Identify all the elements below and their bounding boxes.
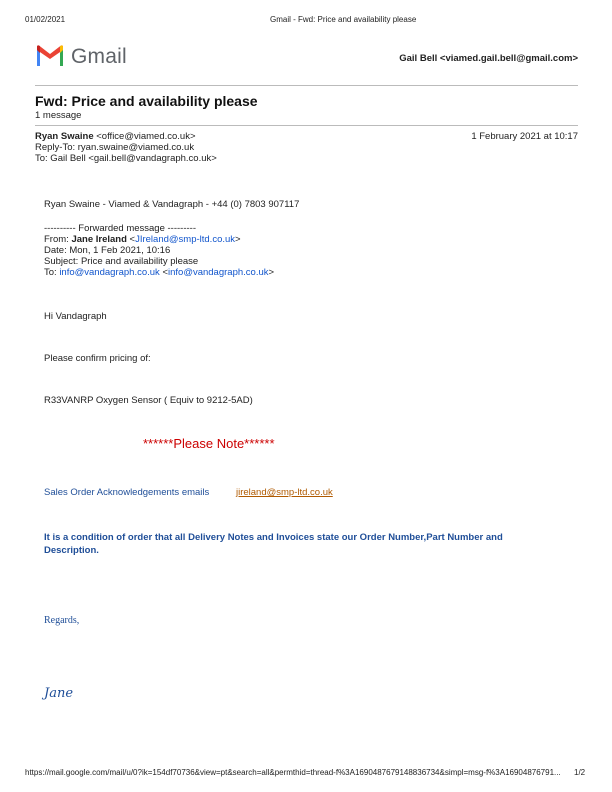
message-count: 1 message [35,110,82,121]
bracket-close: > [268,267,275,278]
print-url: https://mail.google.com/mail/u/0?ik=154df70736&view=pt&search=all&permthid=thread-f%3A1690487679148836734&simpl=msg-f%3A16904876791... [25,768,561,777]
reply-to: Reply-To: ryan.swaine@viamed.co.uk [35,142,195,153]
print-title: Gmail - Fwd: Price and availability please [270,15,417,24]
subject-divider [35,125,578,126]
message-to: To: Gail Bell <gail.bell@vandagraph.co.uk> [35,153,217,164]
please-note: ******Please Note****** [143,436,275,451]
bracket-open: < [159,267,168,278]
from-email: <office@viamed.co.uk> [96,131,196,142]
header-divider [35,85,578,86]
account-label: Gail Bell <viamed.gail.bell@gmail.com> [399,53,578,64]
bracket-close: > [235,234,241,245]
part-line: R33VANRP Oxygen Sensor ( Equiv to 9212-5AD) [44,395,253,406]
signature: Jane [44,686,74,701]
forward-marker: ---------- Forwarded message --------- [44,223,196,234]
regards: Regards, [44,615,80,626]
request-line: Please confirm pricing of: [44,353,151,364]
forward-from-name: Jane Ireland [71,234,127,245]
forward-to-email-link-2[interactable]: info@vandagraph.co.uk [168,267,269,278]
thread-subject: Fwd: Price and availability please [35,93,258,109]
forward-to [44,267,274,278]
forward-from [44,234,241,245]
message-from [35,131,196,142]
gmail-logo-text: Gmail [71,45,127,68]
forward-from-email-link[interactable]: JIreland@smp-ltd.co.uk [135,234,236,245]
message-date: 1 February 2021 at 10:17 [471,131,578,142]
page-number: 1/2 [574,768,586,777]
bracket-open: < [126,234,136,245]
forward-to-label: To: [44,267,60,278]
from-name: Ryan Swaine [35,131,94,142]
gmail-logo-icon [35,44,65,68]
order-condition: It is a condition of order that all Delivery Notes and Invoices state our Order Number,Part Number and Description. [44,532,503,556]
greeting: Hi Vandagraph [44,311,107,322]
print-date: 01/02/2021 [25,15,66,24]
forward-to-email-link[interactable]: info@vandagraph.co.uk [59,267,160,278]
forward-date: Date: Mon, 1 Feb 2021, 10:16 [44,245,171,256]
sender-line: Ryan Swaine - Viamed & Vandagraph - +44 (0) 7803 907117 [44,199,300,210]
ack-label: Sales Order Acknowledgements emails [44,487,210,498]
ack-email-link[interactable]: jireland@smp-ltd.co.uk [236,487,333,498]
forward-from-label: From: [44,234,72,245]
forward-subject: Subject: Price and availability please [44,256,199,267]
